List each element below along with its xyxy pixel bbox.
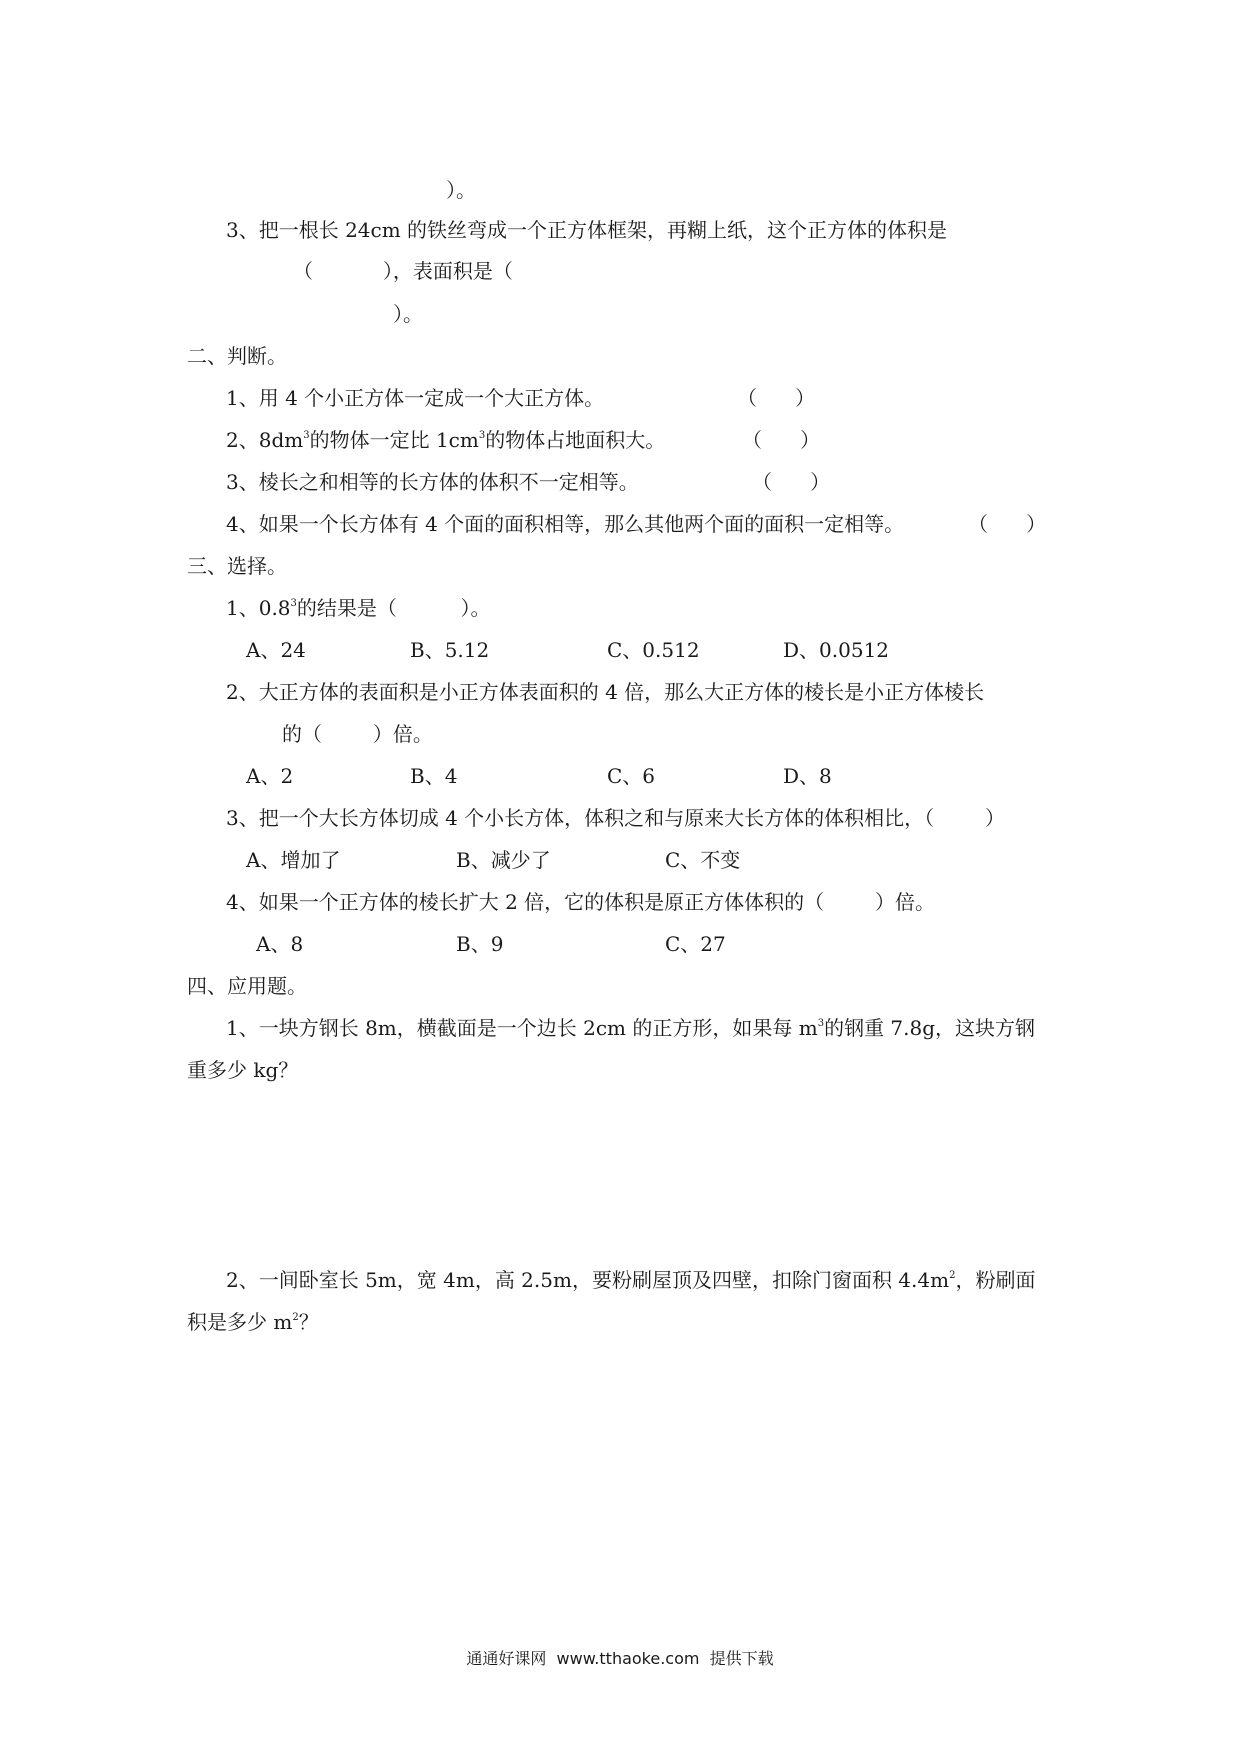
- apply-heading: 四、应用题。: [187, 974, 307, 998]
- choice-q1-option-d: D、0.0512: [783, 638, 890, 662]
- choice-q1-part-a: 1、0.8: [226, 596, 291, 620]
- apply-q2-part-b: ，粉刷面: [955, 1268, 1036, 1292]
- apply-q1-part-a: 1、一块方钢长 8m，横截面是一个边长 2cm 的正方形，如果每 m: [226, 1016, 818, 1040]
- choice-q2-option-b: B、4: [410, 764, 458, 788]
- judge-heading: 二、判断。: [187, 344, 287, 368]
- judge-item-1-blank: （ ）: [737, 386, 816, 410]
- apply-q2-sup-2: 2: [292, 1312, 299, 1323]
- apply-q2-line2: [187, 1310, 319, 1334]
- choice-q3-option-a: A、增加了: [246, 848, 341, 872]
- choice-q4-option-c: C、27: [665, 932, 726, 956]
- choice-q1-option-a: A、24: [246, 638, 306, 662]
- choice-q2-line1: 2、大正方体的表面积是小正方体表面积的 4 倍，那么大正方体的棱长是小正方体棱长: [226, 680, 985, 704]
- footer-source: 通通好课网 www.tthaoke.com 提供下载: [466, 1649, 774, 1668]
- choice-q1-option-b: B、5.12: [410, 638, 490, 662]
- continuation-bracket: ）。: [446, 178, 476, 202]
- judge-item-1: 1、用 4 个小正方体一定成一个大正方体。: [226, 386, 605, 410]
- judge-item-2: [226, 428, 665, 452]
- choice-q1-sup: 3: [290, 598, 297, 609]
- choice-q1-part-b: 的结果是（ ）。: [296, 596, 491, 620]
- apply-q1-line2: 重多少 kg？: [187, 1058, 299, 1082]
- apply-q2-line1: [226, 1268, 1035, 1292]
- apply-q2-part-c: 积是多少 m: [187, 1310, 293, 1334]
- judge-item-3: 3、棱长之和相等的长方体的体积不一定相等。: [226, 470, 639, 494]
- judge-item-2-part-b: 的物体一定比 1cm: [309, 428, 479, 452]
- judge-item-4: 4、如果一个长方体有 4 个面的面积相等，那么其他两个面的面积一定相等。: [226, 512, 905, 536]
- apply-q1-part-b: 的钢重 7.8g，这块方钢: [824, 1016, 1036, 1040]
- choice-q1: [226, 596, 490, 620]
- choice-q2-line2: 的（ ）倍。: [282, 722, 433, 746]
- choice-q4-option-a: A、8: [256, 932, 304, 956]
- choice-q3-option-c: C、不变: [665, 848, 741, 872]
- choice-q4: 4、如果一个正方体的棱长扩大 2 倍，它的体积是原正方体体积的（ ）倍。: [226, 890, 936, 914]
- judge-item-2-sup-a: 3: [303, 430, 310, 441]
- choice-q2-option-d: D、8: [783, 764, 832, 788]
- choice-q3: 3、把一个大长方体切成 4 个小长方体，体积之和与原来大长方体的体积相比，（ ）: [226, 806, 1006, 830]
- choice-q2-option-c: C、6: [607, 764, 656, 788]
- fill-blank-q3-line1: 3、把一根长 24cm 的铁丝弯成一个正方体框架，再糊上纸，这个正方体的体积是: [226, 218, 948, 242]
- choice-q3-option-b: B、减少了: [456, 848, 551, 872]
- apply-q1-sup: 3: [817, 1018, 825, 1029]
- judge-item-2-sup-b: 3: [478, 430, 486, 441]
- fill-blank-q3-line3: ）。: [393, 302, 423, 326]
- judge-item-3-blank: （ ）: [752, 470, 831, 494]
- choice-heading: 三、选择。: [187, 554, 287, 578]
- choice-q4-option-b: B、9: [456, 932, 504, 956]
- choice-q2-option-a: A、2: [246, 764, 294, 788]
- judge-item-2-blank: （ ）: [742, 428, 821, 452]
- fill-blank-q3-line2: （ ），表面积是（: [293, 259, 513, 283]
- apply-q1-line1: [226, 1016, 1035, 1040]
- apply-q2-sup-1: 2: [949, 1270, 956, 1281]
- judge-item-2-part-c: 的物体占地面积大。: [485, 428, 666, 452]
- judge-item-2-part-a: 2、8dm: [226, 428, 304, 452]
- judge-item-4-blank: （ ）: [968, 512, 1047, 536]
- apply-q2-part-a: 2、一间卧室长 5m，宽 4m，高 2.5m，要粉刷屋顶及四壁，扣除门窗面积 4.4m: [226, 1268, 950, 1292]
- choice-q1-option-c: C、0.512: [607, 638, 700, 662]
- apply-q2-part-d: ？: [298, 1310, 319, 1334]
